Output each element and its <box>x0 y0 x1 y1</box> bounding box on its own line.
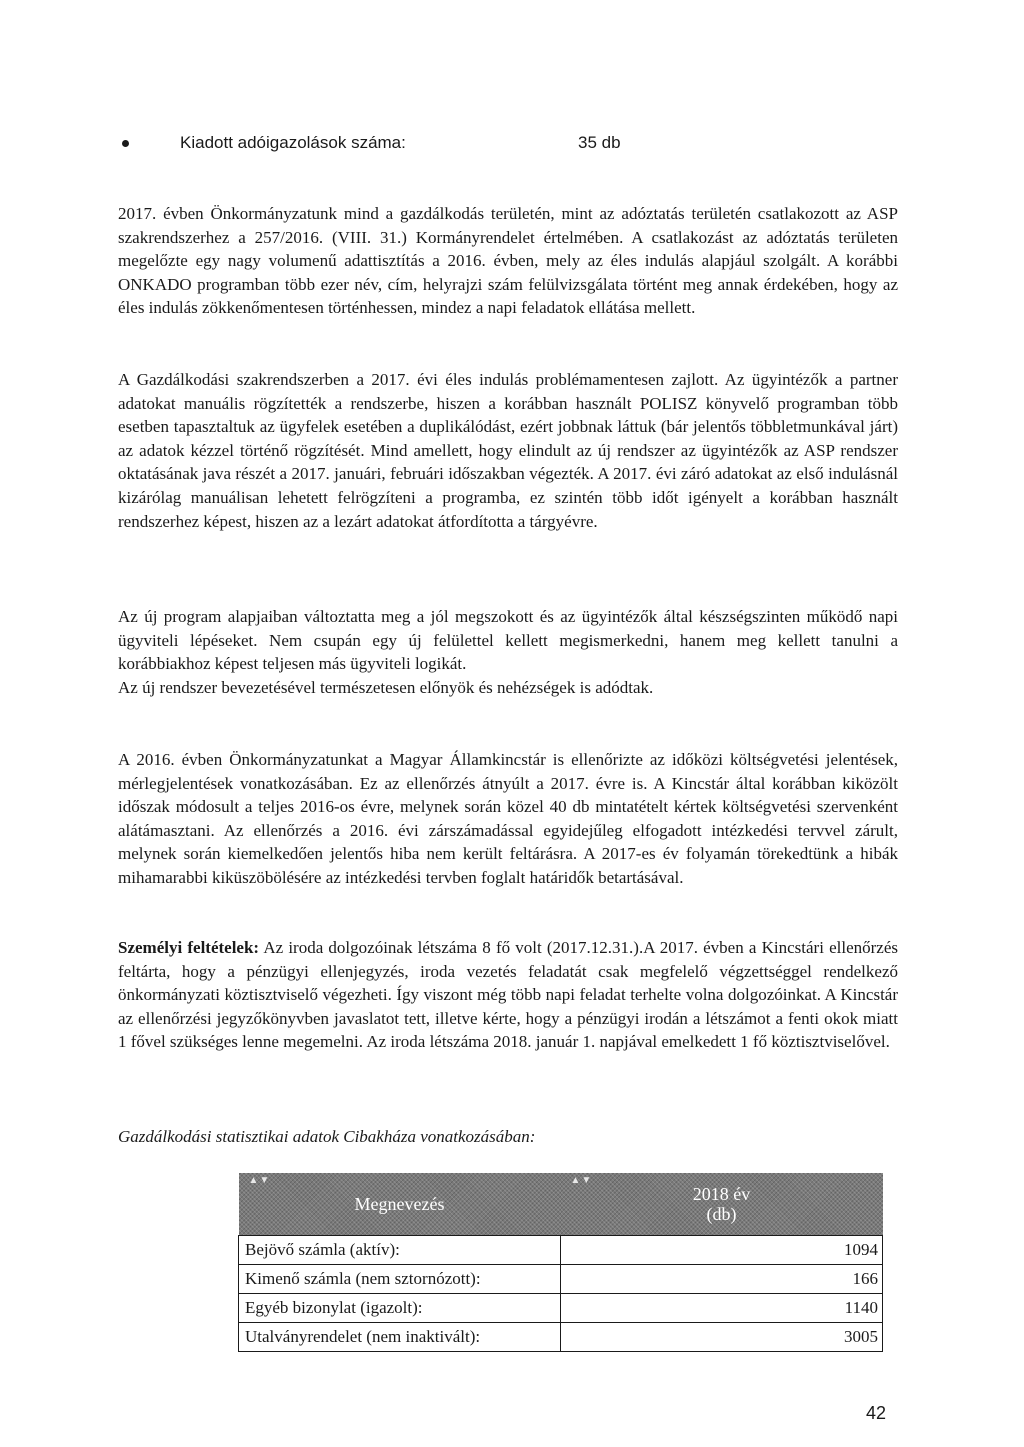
sort-icon: ▲▼ <box>248 1175 271 1186</box>
table-row <box>239 1265 883 1294</box>
bullet-icon <box>122 140 129 147</box>
paragraph-new-program <box>118 605 898 699</box>
paragraph-gazdalkodasi-system: A Gazdálkodási szakrendszerben a 2017. évi éles indulás problémamentesen zajlott. Az ügyintézők a partner adatokat manuális rögzítették a rendszerbe, hiszen a korábban használt POLISZ könyvelő programban több esetben tapasztaltuk az ügyfelek esetében a duplikálódást, ezért jobbnak láttuk (bár jelentős többletmunkával járt) az adatok kézzel történő rögzítését. Mind amellett, hogy elindult az új rendszer az ügyintézők az ASP rendszer oktatásának java részét a 2017. januári, februári időszakban végezték. A 2017. évi záró adatokat az első indulásnál kizárólag manuálisan lehetett felrögzíteni a programba, ez szintén több időt igényelt a korábban használt rendszerhez képest, hiszen az a lezárt adatokat átfordította a tárgyévre. <box>118 370 898 531</box>
row-name: Kimenő számla (nem sztornózott): <box>239 1265 561 1294</box>
sort-icon: ▲▼ <box>570 1175 593 1186</box>
row-value: 1140 <box>561 1294 883 1323</box>
row-value: 1094 <box>561 1236 883 1265</box>
statistics-table <box>238 1173 883 1352</box>
header-value-line2: (db) <box>706 1204 737 1224</box>
table-row <box>239 1236 883 1265</box>
paragraph-new-program-main: Az új program alapjaiban változtatta meg a jól megszokott és az ügyintézők által készségszinten működő napi ügyviteli lépéseket. Nem csupán egy új felülettel kellett megismerkedni, hanem meg kellett tanulni a korábbiakhoz képest teljesen más ügyviteli logikát. <box>118 607 898 674</box>
table-row <box>239 1323 883 1352</box>
header-value-line1: 2018 év <box>692 1184 751 1204</box>
paragraph-new-program-summary: Az új rendszer bevezetésével természetesen előnyök és nehézségek is adódtak. <box>118 677 654 697</box>
paragraph-treasury-audit: A 2016. évben Önkormányzatunkat a Magyar Államkincstár is ellenőrizte az időközi költségvetési jelentések, mérlegjelentések vonatkozásában. Ez az ellenőrzés átnyúlt a 2017. évre is. A Kincstár által korábban kiközölt időszak módosult a teljes 2016-os évre, melynek során közel 40 db mintatételt kértek költségvetési szervenként alátámasztani. Az ellenőrzés a 2016. évi zárszámadással egyidejűleg elfogadott intézkedési tervvel zárult, melynek során kiemelkedően jelentős hiba nem került feltárásra. A 2017-es év folyamán törekedtünk a hibák mihamarabbi kiküszöbölésére az intézkedési tervben foglalt határidők betartásával. <box>118 750 898 887</box>
header-value[interactable] <box>561 1173 883 1236</box>
table-header-row <box>239 1173 883 1236</box>
row-value: 166 <box>561 1265 883 1294</box>
staffing-heading: Személyi feltételek: <box>118 938 260 957</box>
row-name: Bejövő számla (aktív): <box>239 1236 561 1265</box>
header-name[interactable] <box>239 1173 561 1236</box>
tax-certificates-label: Kiadott adóigazolások száma: <box>180 133 406 152</box>
paragraph-asp-connection: 2017. évben Önkormányzatunk mind a gazdálkodás területén, mint az adóztatás területén csatlakozott az ASP szakrendszerhez a 257/2016. (VIII. 31.) Kormányrendelet értelmében. A csatlakozást az adóztatás területen megelőzte egy nagy volumenű adattisztítás a 2016. évben, mely az éles indulás alapjául szolgált. A korábbi ONKADO programban több ezer név, cím, helyrajzi szám felülvizsgálata történt meg annak érdekében, hogy az éles indulás zökkenőmentesen történhessen, mindez a napi feladatok ellátása mellett. <box>118 204 898 318</box>
table-caption: Gazdálkodási statisztikai adatok Cibakháza vonatkozásában: <box>118 1127 536 1146</box>
table-row <box>239 1294 883 1323</box>
row-name: Egyéb bizonylat (igazolt): <box>239 1294 561 1323</box>
page-number: 42 <box>866 1403 887 1423</box>
row-value: 3005 <box>561 1323 883 1352</box>
tax-certificates-value: 35 db <box>578 133 621 152</box>
staffing-text: Az iroda dolgozóinak létszáma 8 fő volt (2017.12.31.).A 2017. évben a Kincstári ellenőrzés feltárta, hogy a pénzügyi ellenjegyzés, iroda vezetés feladatát csak megfelelő végzettséggel rendelkező önkormányzati köztisztviselő végezheti. Így viszont még több napi feladat terhelte volna dolgozóinkat. A Kincstár az ellenőrzési jegyzőkönyvben javaslatot tett, illetve kérte, hogy a pénzügyi irodán a létszámot a fenti okok miatt 1 fővel szükséges lenne megemelni. Az iroda létszáma 2018. január 1. napjával emelkedett 1 fő köztisztviselővel. <box>118 938 898 1052</box>
row-name: Utalványrendelet (nem inaktivált): <box>239 1323 561 1352</box>
paragraph-staffing <box>118 936 898 1054</box>
header-name-label: Megnevezés <box>354 1194 445 1214</box>
